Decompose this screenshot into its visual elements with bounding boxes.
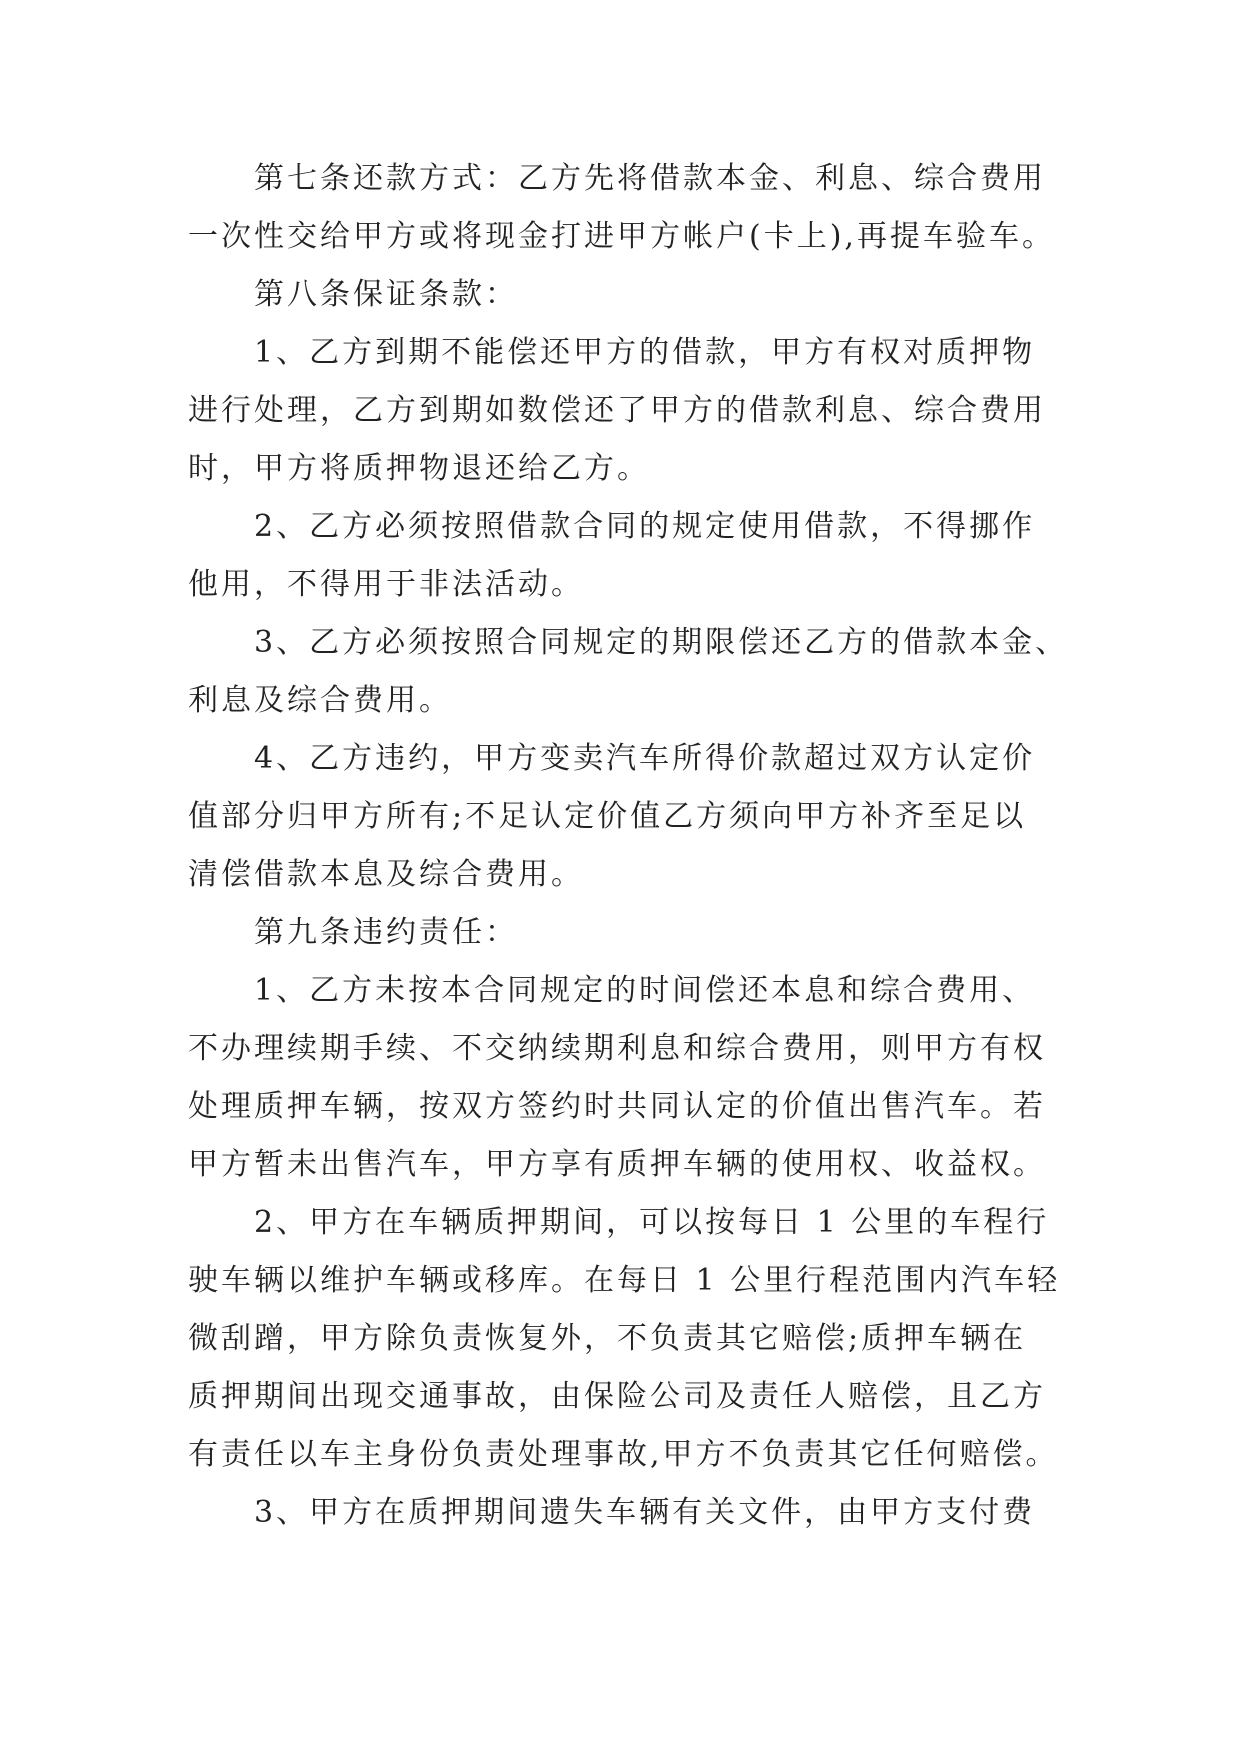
text-line: 利息及综合费用。: [188, 683, 452, 718]
text-line: 第八条保证条款：: [254, 277, 518, 312]
text-line: 处理质押车辆，按双方签约时共同认定的价值出售汽车。若: [188, 1089, 1046, 1124]
text-line: 第七条还款方式：乙方先将借款本金、利息、综合费用: [254, 161, 1046, 196]
text-line: 2、乙方必须按照借款合同的规定使用借款，不得挪作: [254, 509, 1036, 544]
text-line: 时，甲方将质押物退还给乙方。: [188, 451, 650, 486]
text-line: 4、乙方违约，甲方变卖汽车所得价款超过双方认定价: [254, 741, 1036, 776]
text-line: 第九条违约责任：: [254, 915, 518, 950]
text-line: 3、乙方必须按照合同规定的期限偿还乙方的借款本金、: [254, 625, 1069, 660]
text-line: 2、甲方在车辆质押期间，可以按每日 1 公里的车程行: [254, 1205, 1050, 1240]
text-line: 值部分归甲方所有;不足认定价值乙方须向甲方补齐至足以: [188, 799, 1027, 834]
text-line: 一次性交给甲方或将现金打进甲方帐户(卡上),再提车验车。: [188, 219, 1055, 254]
text-line: 清偿借款本息及综合费用。: [188, 857, 584, 892]
text-line: 1、乙方到期不能偿还甲方的借款，甲方有权对质押物: [254, 335, 1036, 370]
text-line: 微刮蹭，甲方除负责恢复外，不负责其它赔偿;质押车辆在: [188, 1321, 1027, 1356]
text-line: 进行处理，乙方到期如数偿还了甲方的借款利息、综合费用: [188, 393, 1046, 428]
text-line: 他用，不得用于非法活动。: [188, 567, 584, 602]
text-line: 1、乙方未按本合同规定的时间偿还本息和综合费用、: [254, 973, 1036, 1008]
document-body: [188, 150, 1068, 1542]
text-line: 甲方暂未出售汽车，甲方享有质押车辆的使用权、收益权。: [188, 1147, 1046, 1182]
text-line: 3、甲方在质押期间遗失车辆有关文件，由甲方支付费: [254, 1495, 1036, 1530]
text-line: 驶车辆以维护车辆或移库。在每日 1 公里行程范围内汽车轻: [188, 1263, 1061, 1298]
text-line: 质押期间出现交通事故，由保险公司及责任人赔偿，且乙方: [188, 1379, 1046, 1414]
text-line: 有责任以车主身份负责处理事故,甲方不负责其它任何赔偿。: [188, 1437, 1059, 1472]
text-line: 不办理续期手续、不交纳续期利息和综合费用，则甲方有权: [188, 1031, 1046, 1066]
